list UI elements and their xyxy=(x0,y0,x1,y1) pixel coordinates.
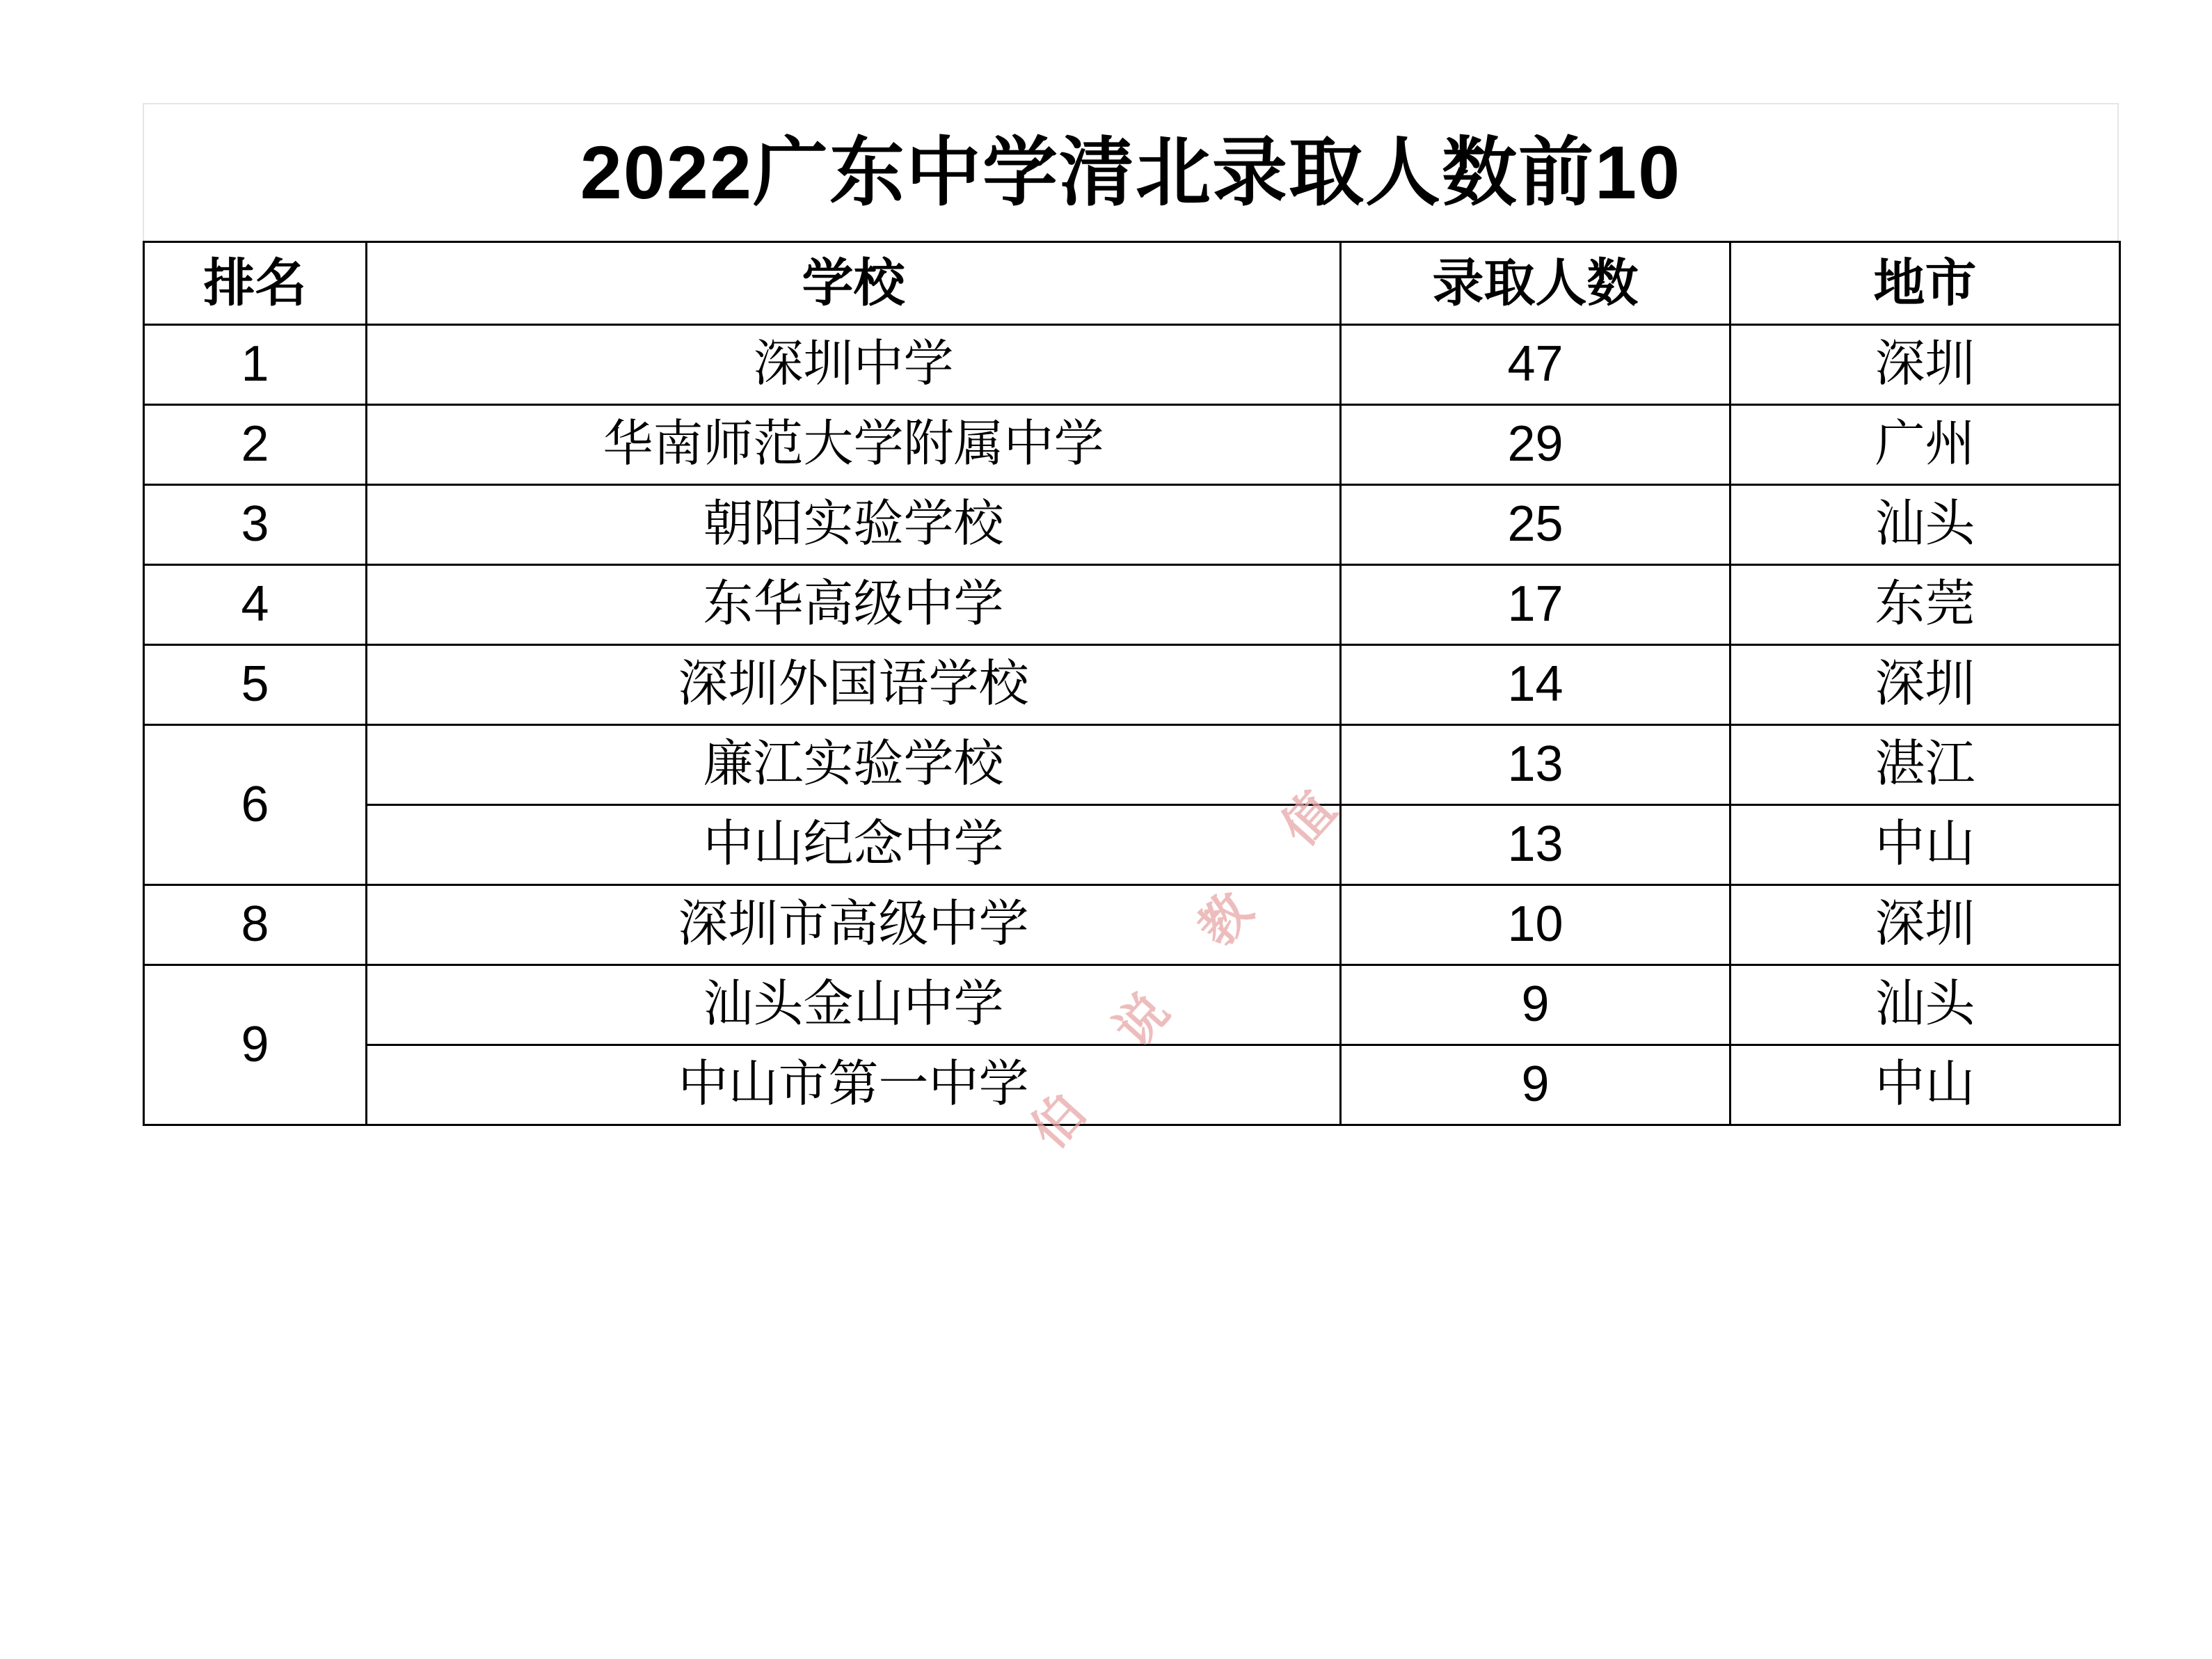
cell-city: 深圳 xyxy=(1730,645,2120,725)
cell-count: 10 xyxy=(1341,885,1730,965)
cell-city: 深圳 xyxy=(1730,325,2120,405)
header-city: 地市 xyxy=(1730,242,2120,325)
cell-rank: 4 xyxy=(144,565,367,645)
cell-school: 东华高级中学 xyxy=(367,565,1341,645)
table-row xyxy=(144,485,2120,565)
header-rank: 排名 xyxy=(144,242,367,325)
cell-rank: 3 xyxy=(144,485,367,565)
table-row xyxy=(144,645,2120,725)
cell-city: 广州 xyxy=(1730,405,2120,485)
cell-school: 朝阳实验学校 xyxy=(367,485,1341,565)
watermark-char: 值 xyxy=(1271,781,1347,857)
cell-rank: 5 xyxy=(144,645,367,725)
cell-count: 17 xyxy=(1341,565,1730,645)
watermark-char: 说 xyxy=(1104,983,1180,1058)
cell-count: 13 xyxy=(1341,725,1730,805)
table-row xyxy=(144,325,2120,405)
cell-school: 廉江实验学校 xyxy=(367,725,1341,805)
cell-school: 深圳中学 xyxy=(367,325,1341,405)
cell-school: 深圳市高级中学 xyxy=(367,885,1341,965)
ranking-table xyxy=(143,241,2121,1126)
title-row xyxy=(143,103,2119,241)
page-title: 2022广东中学清北录取人数前10 xyxy=(580,130,1682,214)
cell-school: 中山市第一中学 xyxy=(367,1045,1341,1125)
cell-school: 深圳外国语学校 xyxy=(367,645,1341,725)
cell-count: 9 xyxy=(1341,965,1730,1045)
cell-school: 中山纪念中学 xyxy=(367,805,1341,885)
cell-city: 中山 xyxy=(1730,805,2120,885)
table-row xyxy=(144,725,2120,805)
cell-city: 东莞 xyxy=(1730,565,2120,645)
cell-school: 华南师范大学附属中学 xyxy=(367,405,1341,485)
cell-count: 13 xyxy=(1341,805,1730,885)
table-row xyxy=(144,885,2120,965)
cell-count: 25 xyxy=(1341,485,1730,565)
cell-count: 29 xyxy=(1341,405,1730,485)
cell-count: 14 xyxy=(1341,645,1730,725)
cell-city: 汕头 xyxy=(1730,485,2120,565)
cell-city: 中山 xyxy=(1730,1045,2120,1125)
cell-rank: 2 xyxy=(144,405,367,485)
cell-city: 汕头 xyxy=(1730,965,2120,1045)
table-row xyxy=(144,1045,2120,1125)
watermark-char: 伯 xyxy=(1021,1084,1097,1159)
table-header-row xyxy=(144,242,2120,325)
cell-city: 深圳 xyxy=(1730,885,2120,965)
cell-rank: 1 xyxy=(144,325,367,405)
cell-rank: 9 xyxy=(144,965,367,1125)
table-row xyxy=(144,965,2120,1045)
table-row xyxy=(144,565,2120,645)
cell-school: 汕头金山中学 xyxy=(367,965,1341,1045)
spreadsheet-sheet xyxy=(143,103,2119,1126)
watermark-char: 教 xyxy=(1188,882,1264,958)
cell-rank: 6 xyxy=(144,725,367,885)
cell-city: 湛江 xyxy=(1730,725,2120,805)
header-school: 学校 xyxy=(367,242,1341,325)
table-row xyxy=(144,805,2120,885)
table-row xyxy=(144,405,2120,485)
cell-count: 47 xyxy=(1341,325,1730,405)
cell-count: 9 xyxy=(1341,1045,1730,1125)
header-count: 录取人数 xyxy=(1341,242,1730,325)
cell-rank: 8 xyxy=(144,885,367,965)
